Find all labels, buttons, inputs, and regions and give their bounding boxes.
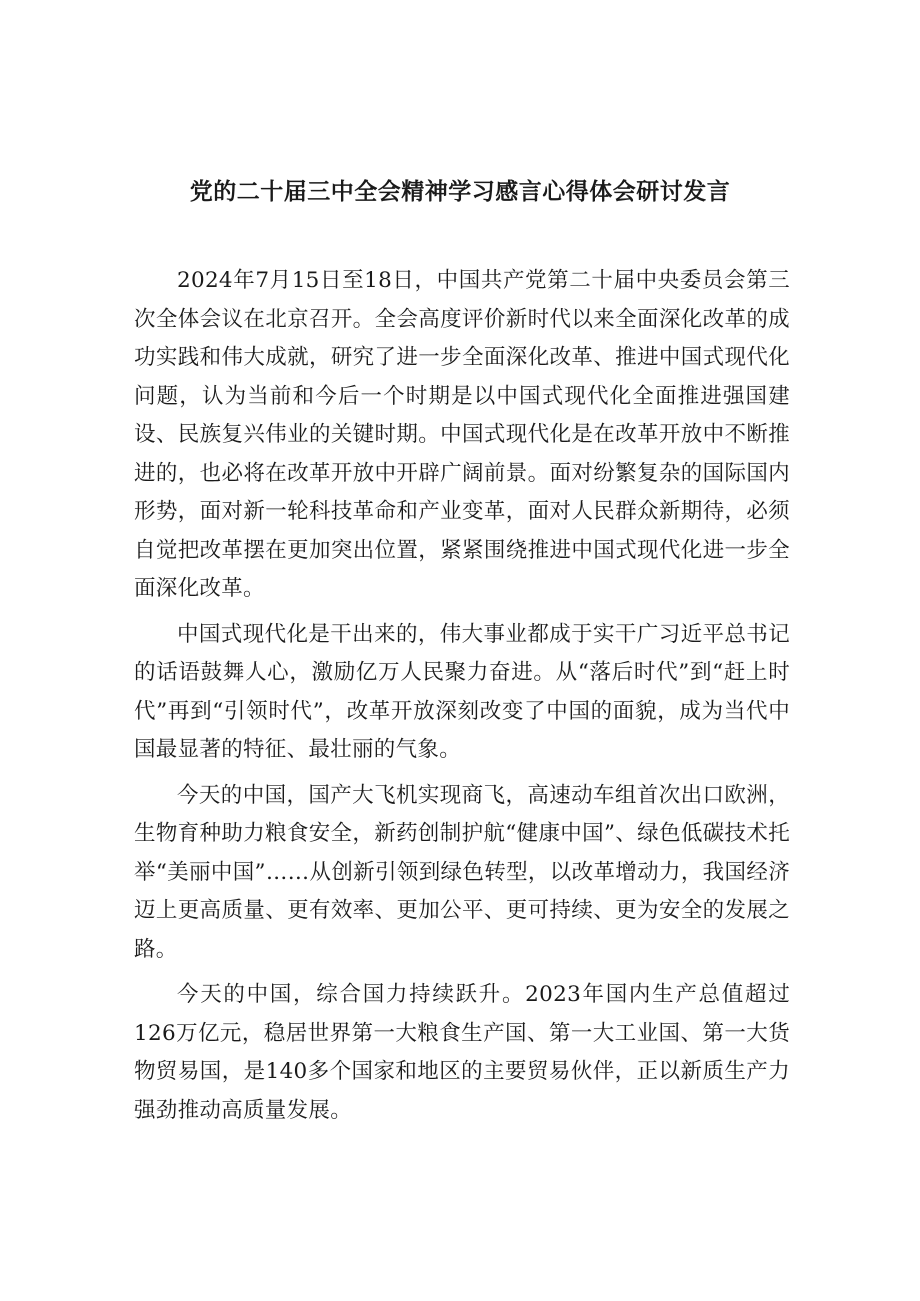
paragraph-1: 2024年7月15日至18日，中国共产党第二十届中央委员会第三次全体会议在北京召开。全会高度评价新时代以来全面深化改革的成功实践和伟大成就，研究了进一步全面深化改革、推进中国式现代化问题，认为当前和今后一个时期是以中国式现代化全面推进强国建设、民族复兴伟业的关键时期。中国式现代化是在改革开放中不断推进的，也必将在改革开放中开辟广阔前景。面对纷繁复杂的国际国内形势，面对新一轮科技革命和产业变革，面对人民群众新期待，必须自觉把改革摆在更加突出位置，紧紧围绕推进中国式现代化进一步全面深化改革。 xyxy=(134,268,790,601)
paragraph-2: 中国式现代化是干出来的，伟大事业都成于实干广习近平总书记的话语鼓舞人心，激励亿万人民聚力奋进。从“落后时代”到“赶上时代”再到“引领时代”，改革开放深刻改变了中国的面貌，成为当代中国最显著的特征、最壮丽的气象。 xyxy=(134,621,790,762)
document-body xyxy=(134,262,790,1137)
document-title: 党的二十届三中全会精神学习感言心得体会研讨发言 xyxy=(189,179,731,205)
paragraph-3: 今天的中国，国产大飞机实现商飞，高速动车组首次出口欧洲，生物育种助力粮食安全，新药创制护航“健康中国”、绿色低碳技术托举“美丽中国”……从创新引领到绿色转型，以改革增动力，我国经济迈上更高质量、更有效率、更加公平、更可持续、更为安全的发展之路。 xyxy=(134,782,790,962)
paragraph-4: 今天的中国，综合国力持续跃升。2023年国内生产总值超过126万亿元，稳居世界第一大粮食生产国、第一大工业国、第一大货物贸易国，是140多个国家和地区的主要贸易伙伴，正以新质生产力强劲推动高质量发展。 xyxy=(134,982,790,1123)
